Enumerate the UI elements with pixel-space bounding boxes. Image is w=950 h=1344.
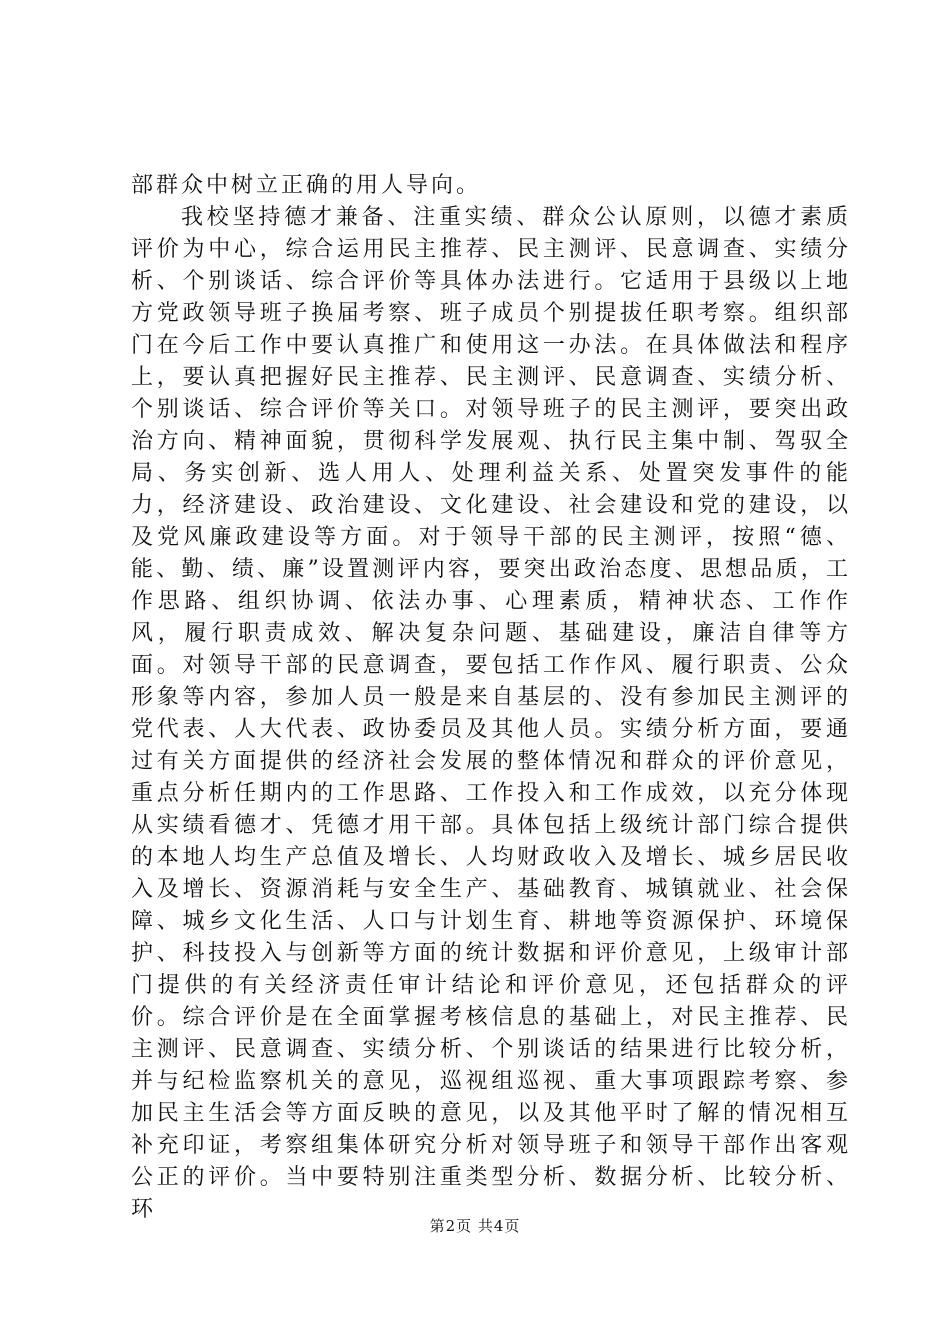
paragraph-main: 我校坚持德才兼备、注重实绩、群众公认原则，以德才素质评价为中心，综合运用民主推荐、民主测评、民意调查、实绩分析、个别谈话、综合评价等具体办法进行。它适用于县级以上地方党政领导班子换届考察、班子成员个别提拔任职考察。组织部门在今后工作中要认真推广和使用这一办法。在具体做法和程序上，要认真把握好民主推荐、民主测评、民意调查、实绩分析、个别谈话、综合评价等关口。对领导班子的民主测评，要突出政治方向、精神面貌，贯彻科学发展观、执行民主集中制、驾驭全局、务实创新、选人用人、处理利益关系、处置突发事件的能力，经济建设、政治建设、文化建设、社会建设和党的建设，以及党风廉政建设等方面。对于领导干部的民主测评，按照“德、能、勤、绩、廉”设置测评内容，要突出政治态度、思想品质，工作思路、组织协调、依法办事、心理素质，精神状态、工作作风，履行职责成效、解决复杂问题、基础建设，廉洁自律等方面。对领导干部的民意调查，要包括工作作风、履行职责、公众形象等内容，参加人员一般是来自基层的、没有参加民主测评的党代表、人大代表、政协委员及其他人员。实绩分析方面，要通过有关方面提供的经济社会发展的整体情况和群众的评价意见，重点分析任期内的工作思路、工作投入和工作成效，以充分体现从实绩看德才、凭德才用干部。具体包括上级统计部门综合提供的本地人均生产总值及增长、人均财政收入及增长、城乡居民收入及增长、资源消耗与安全生产、基础教育、城镇就业、社会保障、城乡文化生活、人口与计划生育、耕地等资源保护、环境保护、科技投入与创新等方面的统计数据和评价意见，上级审计部门提供的有关经济责任审计结论和评价意见，还包括群众的评价。综合评价是在全面掌握考核信息的基础上，对民主推荐、民主测评、民意调查、实绩分析、个别谈话的结果进行比较分析，并与纪检监察机关的意见，巡视组巡视、重大事项跟踪考察、参加民主生活会等方面反映的意见，以及其他平时了解的情况相互补充印证，考察组集体研究分析对领导班子和领导干部作出客观公正的评价。当中要特别注重类型分析、数据分析、比较分析、环 (131, 205, 851, 1222)
page-footer: 第2页 共4页 (429, 1217, 521, 1235)
body-text (131, 170, 851, 1226)
paragraph-continuation: 部群众中树立正确的用人导向。 (131, 173, 482, 198)
